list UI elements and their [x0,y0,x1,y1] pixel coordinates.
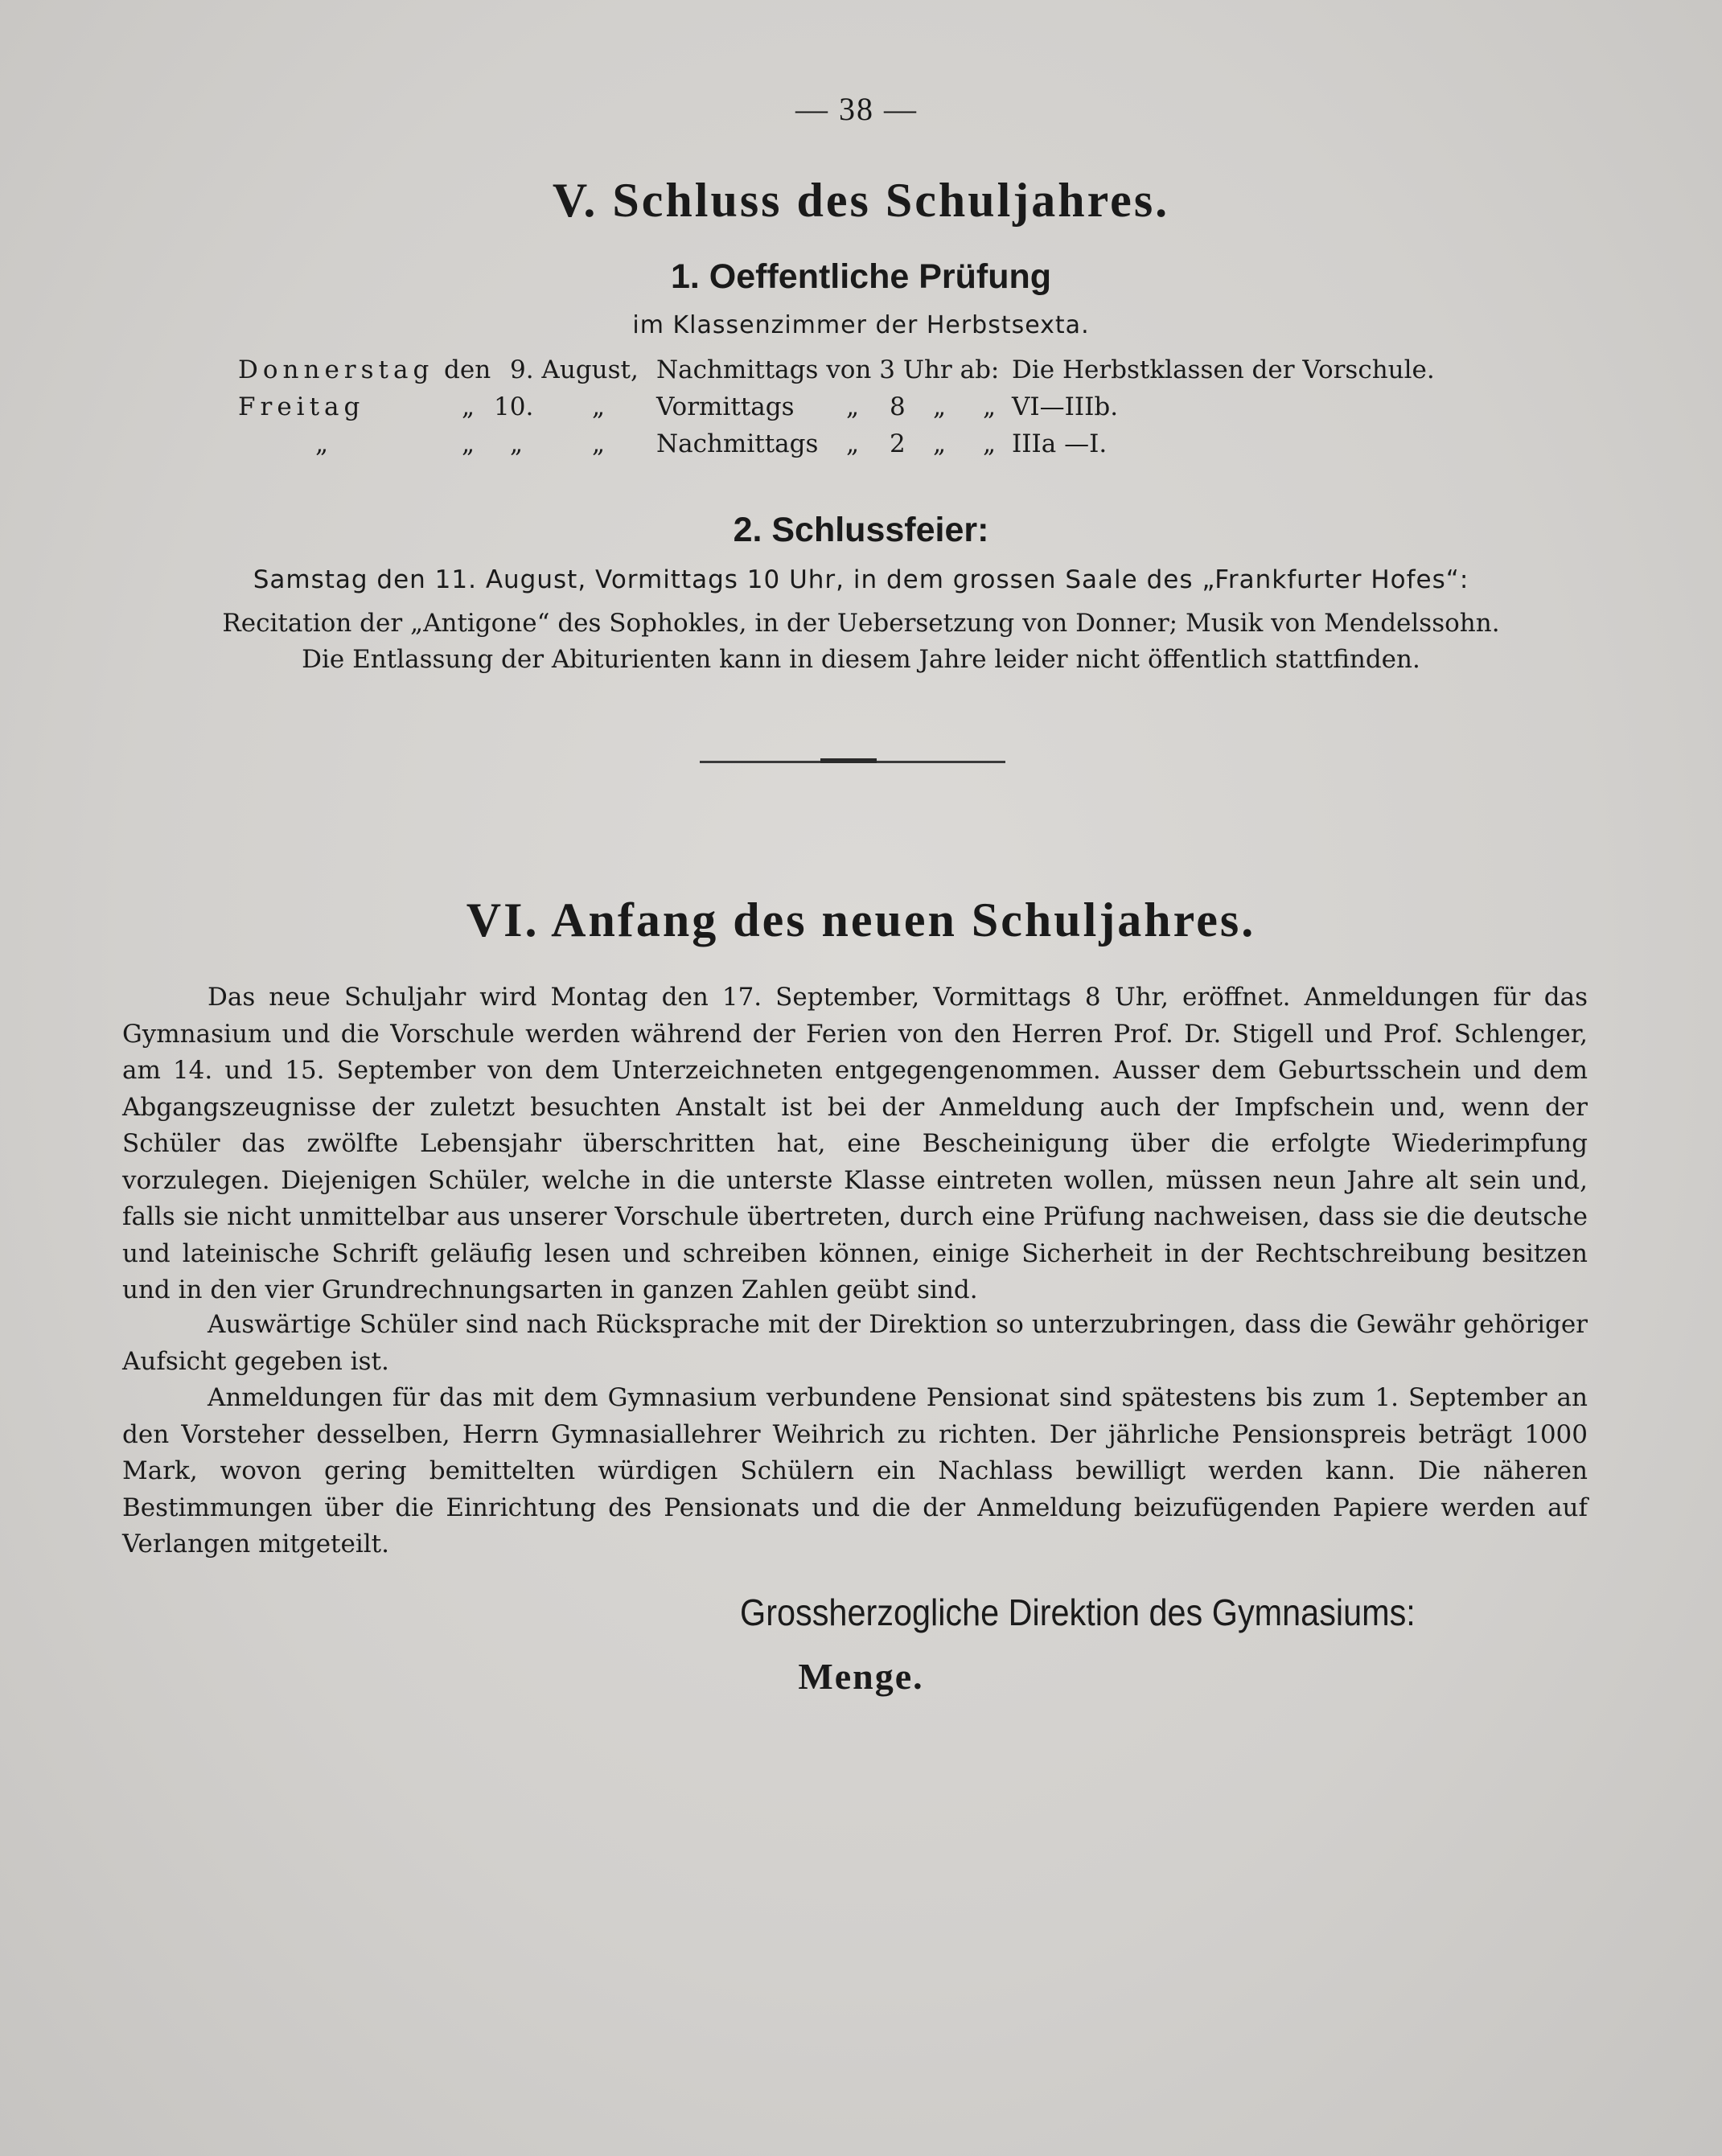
pruefung-heading: 1. Oeffentliche Prüfung [670,257,1052,296]
signature-office: Grossherzogliche Direktion des Gymnasiums: [740,1591,1416,1633]
schedule-date-1: 9. August, [510,355,639,384]
schedule-time-1: Nachmittags von 3 Uhr ab: [656,355,1000,384]
paragraph-pensionat: Anmeldungen für das mit dem Gymnasium verbundene Pensionat sind spätestens bis zum 1. September an den Vorsteher desselben, Herrn Gymnasiallehrer Weihrich zu richten. Der jährliche Pensionspreis beträgt 1000 Mark, wovon gering bemittelten würdigen Schülern ein Nachlass bewilligt werden kann. Die näheren Bestimmungen über die Einrichtung des Pensionats und die der Anmeldung beizufügenden Papiere werden auf Verlangen mitgeteilt. [122,1383,1588,1558]
schedule-hour-2: 8 [890,392,906,421]
section-divider-accent [820,758,877,763]
schedule-day-3: „ [315,429,329,458]
entlassung-line: Die Entlassung der Abiturienten kann in diesem Jahre leider nicht öffentlich stattfinden. [302,645,1420,674]
schlussfeier-line: Samstag den 11. August, Vormittags 10 Uhr, in dem grossen Saale des „Frankfurter Hofes“: [253,565,1469,594]
schedule-date-2: 10. [494,392,534,421]
schedule-ditto-2b: „ [846,392,860,421]
schedule-date-3: „ [510,429,524,458]
schedule-ditto-2d: „ [983,392,997,421]
schedule-ditto-3a: „ [592,429,606,458]
schedule-classes-3: IIIa —I. [1012,429,1108,458]
page-number: — 38 — [795,91,918,127]
section-vi-title: VI. Anfang des neuen Schuljahres. [466,893,1256,947]
schedule-classes-1: Die Herbstklassen der Vorschule. [1012,355,1435,384]
paragraph-anmeldung: Das neue Schuljahr wird Montag den 17. September, Vormittags 8 Uhr, eröffnet. Anmeldungen für das Gymnasium und die Vorschule werden während der Ferien von den Herren Prof. Dr. Stigell und Prof. Schlenger, am 14. und 15. September von dem Unterzeichneten entgegengenommen. Ausser dem Geburtsschein und dem Abgangszeugnisse der zuletzt besuchten Anstalt ist bei der Anmeldung auch der Impfschein und, wenn der Schüler das zwölfte Lebensjahr überschritten hat, eine Bescheinigung über die erfolgte Wiederimpfung vorzulegen. Diejenigen Schüler, welche in die unterste Klasse eintreten wollen, müssen neun Jahre alt sein und, falls sie nicht unmittelbar aus unserer Vorschule übertreten, durch eine Prüfung nachweisen, dass sie die deutsche und lateinische Schrift geläufig lesen und schreiben können, einige Sicherheit in der Rechtschreibung besitzen und in den vier Grundrechnungsarten in ganzen Zahlen geübt sind. [122,983,1588,1304]
schedule-ditto-3d: „ [983,429,997,458]
recitation-line: Recitation der „Antigone“ des Sophokles, in der Uebersetzung von Donner; Musik von Mendelssohn. [222,609,1500,638]
pruefung-location: im Klassenzimmer der Herbstsexta. [632,311,1090,339]
section-v-title: V. Schluss des Schuljahres. [552,174,1170,227]
schedule-den-3: „ [462,429,475,458]
schedule-ditto-2c: „ [933,392,947,421]
schedule-day-2: Freitag [238,392,365,421]
schedule-den-1: den [444,355,491,384]
schlussfeier-heading: 2. Schlussfeier: [733,511,989,549]
schedule-time-2: Vormittags [656,392,795,421]
schedule-ditto-2a: „ [592,392,606,421]
schedule-time-3: Nachmittags [656,429,819,458]
schedule-day-1: Donnerstag [238,355,434,384]
schedule-ditto-3b: „ [846,429,860,458]
signature-name: Menge. [798,1656,924,1697]
schedule-ditto-3c: „ [933,429,947,458]
paragraph-auswaertige: Auswärtige Schüler sind nach Rücksprache mit der Direktion so unterzubringen, dass die Gewähr gehöriger Aufsicht gegeben ist. [122,1310,1588,1376]
schedule-hour-3: 2 [890,429,906,458]
schedule-classes-2: VI—IIIb. [1012,392,1119,421]
schedule-den-2: „ [462,392,475,421]
